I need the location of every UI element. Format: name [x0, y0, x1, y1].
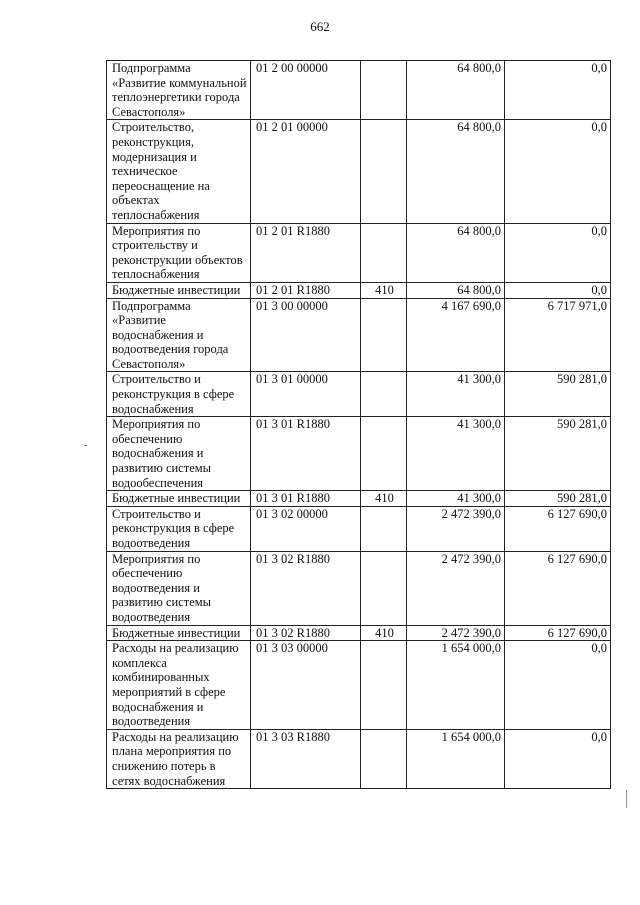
row-name-cell: Строительство и реконструкция в сфере водоснабжения	[107, 372, 251, 417]
row-amount-2-cell: 6 127 690,0	[505, 625, 611, 641]
row-code-cell: 01 3 03 00000	[251, 641, 361, 730]
row-amount-1-cell: 2 472 390,0	[407, 551, 505, 625]
row-amount-1-cell: 4 167 690,0	[407, 298, 505, 372]
row-code-cell: 01 3 00 00000	[251, 298, 361, 372]
row-amount-1-cell: 2 472 390,0	[407, 506, 505, 551]
row-name-cell: Мероприятия по строительству и реконструкции объектов теплоснабжения	[107, 223, 251, 282]
budget-table-body	[107, 61, 611, 789]
row-expense-type-cell	[361, 61, 407, 120]
row-amount-2-cell: 6 127 690,0	[505, 551, 611, 625]
row-expense-type-cell: 410	[361, 491, 407, 507]
row-amount-2-cell: 0,0	[505, 282, 611, 298]
table-row	[107, 551, 611, 625]
row-amount-1-cell: 2 472 390,0	[407, 625, 505, 641]
row-name-cell: Подпрограмма «Развитие водоснабжения и водоотведения города Севастополя»	[107, 298, 251, 372]
table-row	[107, 506, 611, 551]
row-amount-1-cell: 64 800,0	[407, 282, 505, 298]
row-expense-type-cell	[361, 417, 407, 491]
row-code-cell: 01 2 01 R1880	[251, 223, 361, 282]
row-amount-2-cell: 590 281,0	[505, 417, 611, 491]
row-amount-1-cell: 64 800,0	[407, 223, 505, 282]
row-amount-1-cell: 41 300,0	[407, 372, 505, 417]
budget-table	[106, 60, 611, 789]
row-amount-2-cell: 0,0	[505, 641, 611, 730]
row-amount-2-cell: 0,0	[505, 120, 611, 223]
row-code-cell: 01 3 02 R1880	[251, 625, 361, 641]
table-row	[107, 120, 611, 223]
row-code-cell: 01 3 02 00000	[251, 506, 361, 551]
row-amount-2-cell: 6 127 690,0	[505, 506, 611, 551]
row-amount-1-cell: 1 654 000,0	[407, 729, 505, 788]
table-row	[107, 417, 611, 491]
row-name-cell: Строительство и реконструкция в сфере водоотведения	[107, 506, 251, 551]
row-amount-1-cell: 41 300,0	[407, 491, 505, 507]
row-name-cell: Строительство, реконструкция, модернизация и техническое переоснащение на объектах теплоснабжения	[107, 120, 251, 223]
row-code-cell: 01 3 01 R1880	[251, 491, 361, 507]
scan-mark	[626, 790, 627, 808]
table-row	[107, 223, 611, 282]
row-name-cell: Расходы на реализацию плана мероприятия по снижению потерь в сетях водоснабжения	[107, 729, 251, 788]
row-expense-type-cell: 410	[361, 282, 407, 298]
row-code-cell: 01 3 01 00000	[251, 372, 361, 417]
row-name-cell: Мероприятия по обеспечению водоснабжения и развитию системы водообеспечения	[107, 417, 251, 491]
row-amount-2-cell: 0,0	[505, 729, 611, 788]
row-amount-1-cell: 64 800,0	[407, 61, 505, 120]
row-amount-2-cell: 0,0	[505, 61, 611, 120]
row-amount-2-cell: 590 281,0	[505, 372, 611, 417]
row-amount-2-cell: 6 717 971,0	[505, 298, 611, 372]
table-row	[107, 61, 611, 120]
row-amount-2-cell: 590 281,0	[505, 491, 611, 507]
table-row	[107, 372, 611, 417]
row-amount-2-cell: 0,0	[505, 223, 611, 282]
row-amount-1-cell: 64 800,0	[407, 120, 505, 223]
row-expense-type-cell	[361, 551, 407, 625]
row-expense-type-cell	[361, 223, 407, 282]
row-expense-type-cell	[361, 298, 407, 372]
row-amount-1-cell: 41 300,0	[407, 417, 505, 491]
row-expense-type-cell	[361, 729, 407, 788]
table-row	[107, 641, 611, 730]
table-row	[107, 298, 611, 372]
scan-mark	[84, 445, 87, 446]
row-name-cell: Подпрограмма «Развитие коммунальной теплоэнергетики города Севастополя»	[107, 61, 251, 120]
row-expense-type-cell	[361, 372, 407, 417]
row-expense-type-cell	[361, 641, 407, 730]
table-row	[107, 282, 611, 298]
row-name-cell: Бюджетные инвестиции	[107, 491, 251, 507]
table-row	[107, 729, 611, 788]
row-name-cell: Бюджетные инвестиции	[107, 282, 251, 298]
row-code-cell: 01 2 01 R1880	[251, 282, 361, 298]
row-code-cell: 01 3 02 R1880	[251, 551, 361, 625]
page-number: 662	[310, 19, 330, 34]
row-code-cell: 01 2 00 00000	[251, 61, 361, 120]
row-expense-type-cell: 410	[361, 625, 407, 641]
row-expense-type-cell	[361, 506, 407, 551]
row-amount-1-cell: 1 654 000,0	[407, 641, 505, 730]
row-code-cell: 01 3 03 R1880	[251, 729, 361, 788]
row-name-cell: Расходы на реализацию комплекса комбинированных мероприятий в сфере водоснабжения и водоотведения	[107, 641, 251, 730]
table-row	[107, 491, 611, 507]
row-expense-type-cell	[361, 120, 407, 223]
table-row	[107, 625, 611, 641]
row-code-cell: 01 2 01 00000	[251, 120, 361, 223]
row-name-cell: Мероприятия по обеспечению водоотведения и развитию системы водоотведения	[107, 551, 251, 625]
row-name-cell: Бюджетные инвестиции	[107, 625, 251, 641]
row-code-cell: 01 3 01 R1880	[251, 417, 361, 491]
